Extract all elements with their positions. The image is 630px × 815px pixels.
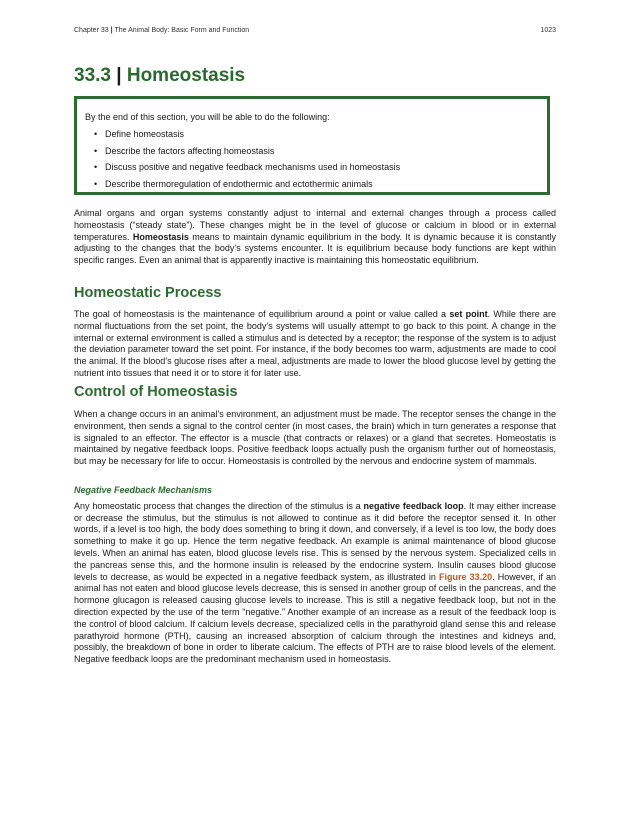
term-homeostasis: Homeostasis	[132, 231, 189, 242]
page-number: 1023	[540, 27, 556, 34]
objective-item: • Describe thermoregulation of endothermic and ectothermic animals	[105, 178, 539, 190]
heading-negative-feedback: Negative Feedback Mechanisms	[74, 485, 213, 495]
section-number: 33.3	[74, 65, 111, 86]
objective-item: • Discuss positive and negative feedback mechanisms used in homeostasis	[105, 161, 539, 173]
objective-item: • Describe the factors affecting homeostasis	[105, 145, 539, 157]
chapter-label: Chapter 33 | The Animal Body: Basic Form and Function	[74, 27, 250, 34]
intro-block	[74, 208, 556, 267]
intro-paragraph: Animal organs and organ systems constantly adjust to internal and external changes through a process called homeostasis (“steady state”). These changes might be in the level of glucose or calcium in blood or in external temperatures. Homeostasis means to maintain dynamic equilibrium in the body. It is dynamic because it is constantly adjusting to the changes that the body’s systems encounter. It is equilibrium because body functions are kept within specific ranges. Even an animal that is apparently inactive is maintaining this homeostatic equilibrium.	[74, 208, 556, 266]
running-header	[74, 26, 556, 35]
negative-feedback-section	[74, 485, 556, 666]
objectives-intro: By the end of this section, you will be able to do the following:	[85, 112, 330, 122]
section-title-separator: |	[110, 65, 127, 86]
control-section	[74, 383, 556, 468]
figure-33-20-link[interactable]: Figure 33.20	[438, 571, 493, 582]
section-title-text: Homeostasis	[126, 65, 246, 86]
section-title	[74, 64, 245, 88]
heading-homeostatic-process: Homeostatic Process	[74, 285, 222, 301]
objective-item: • Define homeostasis	[105, 128, 539, 140]
homeostatic-process-section	[74, 284, 556, 380]
homeostatic-process-paragraph: The goal of homeostasis is the maintenance of equilibrium around a point or value called a set point. While there are normal fluctuations from the set point, the body’s systems will usually attempt to go back to this point. A change in the internal or external environment is called a stimulus and is detected by a receptor; the response of the system is to adjust the deviation parameter toward the set point. For instance, if the body becomes too warm, adjustments are made to cool the animal. If the blood’s glucose rises after a meal, adjustments are made to lower the blood glucose level by getting the nutrient into tissues that need it or to store it for later use.	[74, 309, 557, 378]
negative-feedback-paragraph: Any homeostatic process that changes the direction of the stimulus is a negative feedback loop. It may either increase or decrease the stimulus, but the stimulus is not allowed to continue as it did before the receptor sensed it. In other words, if a level is too high, the body does something to bring it down, and conversely, if a level is too low, the body does something to make it go up. Hence the term negative feedback. An example is animal maintenance of blood glucose levels. When an animal has eaten, blood glucose levels rise. This is sensed by the nervous system. Specialized cells in the pancreas sense this, and the hormone insulin is released by the endocrine system. Insulin causes blood glucose levels to decrease, as would be expected in a negative feedback system, as illustrated in Figure 33.20. However, if an animal has not eaten and blood glucose levels decrease, this is sensed in another group of cells in the pancreas, and the hormone glucagon is released causing glucose levels to increase. This is still a negative feedback loop, but not in the direction expected by the use of the term “negative.” Another example of an increase as a result of the feedback loop is the control of blood calcium. If calcium levels decrease, specialized cells in the parathyroid gland sense this and release parathyroid hormone (PTH), causing an increased absorption of calcium through the intestines and kidneys and, possibly, the breakdown of bone in order to liberate calcium. The effects of PTH are to raise blood levels of the element. Negative feedback loops are the predominant mechanism used in homeostasis.	[74, 500, 557, 665]
heading-control-of-homeostasis: Control of Homeostasis	[74, 384, 238, 400]
term-set-point: set point	[449, 309, 488, 319]
objectives-list	[85, 128, 539, 190]
control-paragraph: When a change occurs in an animal’s environment, an adjustment must be made. The receptor senses the change in the environment, then sends a signal to the control center (in most cases, the brain) which in turn generates a response that is signaled to an effector. The effector is a muscle (that contracts or relaxes) or a gland that secretes. Homeostatis is maintained by negative feedback loops. Positive feedback loops actually push the organism further out of homeostasis, but may be necessary for life to occur. Homeostasis is controlled by the nervous and endocrine system of mammals.	[74, 409, 556, 467]
learning-objectives-box	[74, 96, 550, 195]
term-negative-feedback-loop: negative feedback loop	[363, 500, 464, 511]
